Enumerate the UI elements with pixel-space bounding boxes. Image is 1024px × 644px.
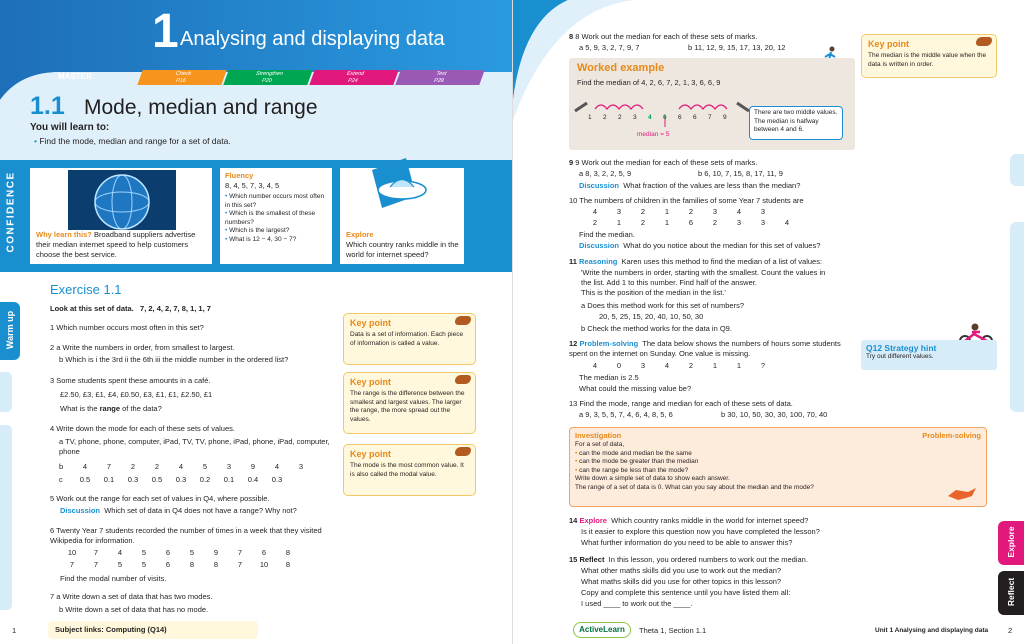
subject-links: Subject links: Computing (Q14) — [55, 625, 167, 634]
median-label: median = 5 — [637, 131, 670, 138]
question-11: 11 Reasoning Karen uses this method to find the median of a list of values: — [569, 257, 823, 266]
spaceship-icon — [368, 156, 438, 218]
worked-heading: Worked example — [577, 62, 665, 74]
question-9-discussion: Discussion What fraction of the values are less than the median? — [579, 181, 801, 190]
key-point-data: Key point Data is a set of information. Each piece of information is called a value. — [343, 313, 476, 365]
question-6: 6 Twenty Year 7 students recorded the number of times in a week that they visited Wikipedia for information. — [50, 526, 322, 545]
fluency-item: • Which is the largest? — [225, 227, 290, 234]
question-3: 3 Some students spent these amounts in a café. — [50, 376, 211, 385]
question-12-data: 4 0 3 4 2 1 1 ? — [592, 361, 766, 370]
confidence-label: CONFIDENCE — [5, 171, 17, 253]
globe-image — [68, 170, 176, 230]
question-4b: b 4 7 2 2 4 5 3 9 4 3 — [59, 462, 304, 471]
question-9b: b 6, 10, 7, 15, 8, 17, 11, 9 — [698, 169, 783, 178]
question-11-quote: 'Write the numbers in order, starting with the smallest. Count the values in the list. Add 1 to this number. Find half of the answer. This is the position of the median in the list.' — [581, 268, 826, 297]
question-6-end: Find the modal number of visits. — [60, 574, 167, 583]
investigation-box: Investigation Problem-solving For a set of data, • can the mode and median be the same • can the mode be greater than the median • can the range be less than the mode? Write down a simple set of data to show each answer. The range of a set of data is 0. What can you say about the median and the mode? — [569, 427, 987, 507]
chapter-title: Analysing and displaying data — [180, 28, 445, 50]
learn-heading: You will learn to: — [30, 122, 110, 133]
section-title: Mode, median and range — [84, 96, 318, 119]
learn-item: • Find the mode, median and range for a set of data. — [34, 136, 231, 146]
side-tab-strip — [1010, 154, 1024, 186]
why-box — [30, 168, 212, 264]
explore-box — [340, 168, 464, 264]
question-1: 1 Which number occurs most often in this set? — [50, 323, 204, 332]
question-3b: What is the range of the data? — [60, 404, 162, 413]
right-page — [512, 0, 1024, 644]
question-14a: Is it easier to explore this question now you have completed the lesson? — [581, 527, 820, 536]
question-4a: a TV, phone, phone, computer, iPad, TV, TV, phone, iPad, phone, iPad, computer, phone — [59, 437, 330, 456]
question-11b: b Check the method works for the data in Q9. — [581, 324, 732, 333]
exercise-title: Exercise 1.1 — [50, 282, 122, 297]
question-15c: Copy and complete this sentence until you have listed them all: — [581, 588, 791, 597]
key-point-mode: Key point The mode is the most common value. It is also called the modal value. — [343, 444, 476, 496]
worked-task: Find the median of 4, 2, 6, 7, 2, 1, 3, 6, 6, 9 — [577, 78, 721, 87]
explore-text: Explore Which country ranks middle in the world for internet speed? — [346, 230, 459, 259]
activelearn-logo[interactable]: ActiveLearn — [573, 622, 631, 638]
fluency-item: • Which is the smallest of these numbers? — [225, 210, 316, 226]
question-11a-data: 20, 5, 25, 15, 20, 40, 10, 50, 30 — [599, 312, 704, 321]
side-tab-strip — [0, 372, 12, 412]
question-10-discussion: Discussion What do you notice about the median for this set of values? — [579, 241, 821, 250]
chapter-number: 1 — [152, 5, 179, 58]
question-8: 8 8 Work out the median for each of these sets of marks. — [569, 32, 758, 41]
question-8a: a 5, 9, 3, 2, 7, 9, 7 — [579, 43, 640, 52]
question-9a: a 8, 3, 2, 2, 5, 9 — [579, 169, 632, 178]
section-number: 1.1 — [30, 92, 65, 120]
question-9: 9 9 Work out the median for each of these sets of marks. — [569, 158, 758, 167]
key-point-range: Key point The range is the difference between the smallest and largest values. The larger the range, the more spread out the values. — [343, 372, 476, 434]
fluency-item: • What is 12 − 4, 30 − 7? — [225, 235, 297, 243]
fox-icon — [946, 486, 978, 502]
fluency-data: 8, 4, 5, 7, 3, 4, 5 — [225, 181, 280, 190]
tab-strengthen[interactable]: Strengthen P20 — [223, 70, 312, 85]
question-2b: b Which is i the 3rd ii the 6th iii the middle number in the ordered list? — [59, 355, 289, 364]
reflect-tab-label: Reflect — [1006, 577, 1016, 607]
question-12-median: The median is 2.5 — [579, 373, 639, 382]
question-15a: What other maths skills did you use to work out the median? — [581, 566, 782, 575]
ordered-values: 1 2 2 3 4 6 6 6 7 9 — [588, 114, 727, 121]
question-10-end: Find the median. — [579, 230, 635, 239]
key-point-median: Key point The median is the middle value when the data is written in order. — [861, 34, 997, 78]
tab-strip — [140, 70, 482, 85]
question-14: 14 Explore Which country ranks middle in the world for internet speed? — [569, 516, 809, 525]
footer-unit: Unit 1 Analysing and displaying data — [875, 627, 989, 634]
level-label: MASTER — [58, 72, 92, 81]
why-text: Why learn this? Broadband suppliers advertise their median internet speed to help customers choose the best service. — [36, 230, 196, 259]
fluency-heading: Fluency — [225, 171, 254, 180]
page-number: 1 — [12, 626, 17, 635]
fox-icon — [455, 375, 471, 384]
side-tab-strip — [1010, 222, 1024, 412]
strategy-hint: Q12 Strategy hint Try out different values. — [861, 340, 997, 370]
question-2a: 2 a Write the numbers in order, from smallest to largest. — [50, 343, 235, 352]
question-12: 12 Problem-solving The data below shows the numbers of hours some students spent on the internet on Sunday. One value is missing. — [569, 339, 841, 358]
question-7a: 7 a Write down a set of data that has two modes. — [50, 592, 213, 601]
footer-section: Theta 1, Section 1.1 — [639, 626, 707, 635]
fox-icon — [455, 316, 471, 325]
question-4c: c 0.5 0.1 0.3 0.5 0.3 0.2 0.1 0.4 0.3 — [59, 475, 283, 484]
tab-check[interactable]: Check P16 — [137, 70, 226, 85]
question-14b: What further information do you need to be able to answer this? — [581, 538, 793, 547]
question-15b: What maths skills did you use for other topics in this lesson? — [581, 577, 782, 586]
question-10-row1: 4 3 2 1 2 3 4 3 — [592, 207, 766, 216]
question-5: 5 Work out the range for each set of values in Q4, where possible. — [50, 494, 270, 503]
question-13b: b 30, 10, 50, 30, 30, 100, 70, 40 — [721, 410, 828, 419]
side-tab-strip — [0, 425, 12, 610]
question-5-discussion: Discussion Which set of data in Q4 does not have a range? Why not? — [60, 506, 297, 515]
question-13: 13 Find the mode, range and median for each of these sets of data. — [569, 399, 793, 408]
question-8b: b 11, 12, 9, 15, 17, 13, 20, 12 — [688, 43, 786, 52]
question-10-row2: 2 1 2 1 6 2 3 3 4 — [592, 218, 790, 227]
exercise-intro: Look at this set of data. 7, 2, 4, 2, 7, 8, 1, 1, 7 — [50, 304, 211, 313]
explore-tab-label: Explore — [1006, 526, 1016, 558]
question-4: 4 Write down the mode for each of these sets of values. — [50, 424, 235, 433]
fox-icon — [455, 447, 471, 456]
question-15: 15 Reflect In this lesson, you ordered numbers to work out the median. — [569, 555, 808, 564]
worked-note: There are two middle values. The median is halfway between 4 and 6. — [749, 106, 843, 140]
question-15d: I used ____ to work out the ____. — [581, 599, 693, 608]
tab-extend[interactable]: Extend P24 — [309, 70, 398, 85]
question-11a: a Does this method work for this set of numbers? — [581, 301, 744, 310]
question-6-row1: 10 7 4 5 6 5 9 7 6 8 — [67, 548, 291, 557]
fluency-box — [220, 168, 332, 264]
question-13a: a 9, 3, 5, 5, 7, 4, 6, 4, 8, 5, 6 — [579, 410, 673, 419]
question-10: 10 The numbers of children in the families of some Year 7 students are — [569, 196, 804, 205]
fluency-item: • Which number occurs most often in this set? — [225, 193, 325, 209]
tab-test[interactable]: Test P28 — [395, 70, 484, 85]
question-3-data: £2.50, £3, £1, £4, £0.50, £3, £1, £1, £2.50, £1 — [60, 390, 213, 399]
warmup-label: Warm up — [5, 310, 15, 350]
page-number: 2 — [1008, 626, 1013, 635]
fox-icon — [976, 37, 992, 46]
question-12-question: What could the missing value be? — [579, 384, 692, 393]
question-6-row2: 7 7 5 5 6 8 8 7 10 8 — [69, 560, 291, 569]
question-7b: b Write down a set of data that has no mode. — [59, 605, 209, 614]
